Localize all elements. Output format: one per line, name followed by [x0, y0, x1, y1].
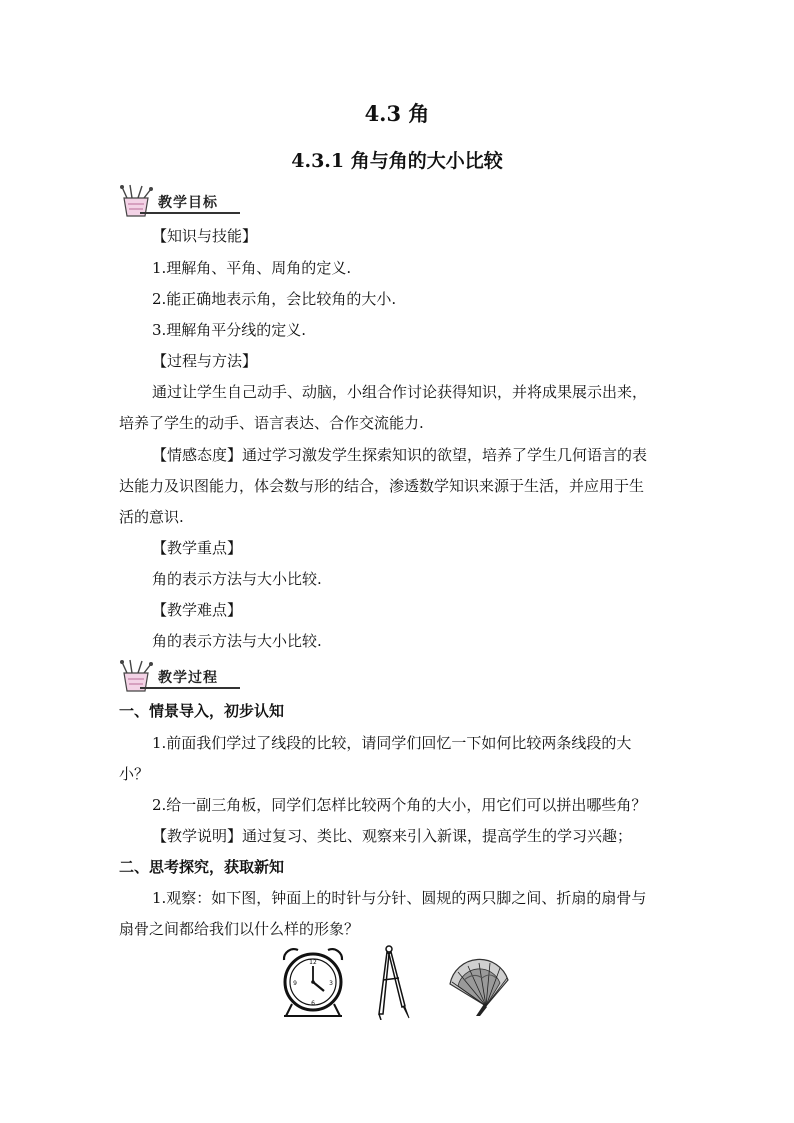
alarm-clock-icon [278, 946, 348, 1020]
attitude-line-2: 达能力及识图能力，体会数与形的结合，渗透数学知识来源于生活，并应用于生 [119, 477, 645, 495]
page-title: 4.3 角 [364, 101, 430, 126]
question-2: 2.给一副三角板，同学们怎样比较两个角的大小，用它们可以拼出哪些角？ [152, 796, 647, 814]
process-heading: 【过程与方法】 [152, 352, 258, 370]
knowledge-heading: 【知识与技能】 [152, 227, 258, 245]
key-heading: 【教学重点】 [152, 539, 243, 557]
svg-text:3: 3 [329, 980, 333, 987]
difficult-heading: 【教学难点】 [152, 601, 243, 619]
folding-fan-icon [446, 958, 512, 1018]
knowledge-item-1: 1.理解角、平角、周角的定义. [152, 259, 352, 277]
observation-line-2: 扇骨之间都给我们以什么样的形象？ [119, 920, 360, 938]
pencil-cup-icon [118, 184, 158, 220]
svg-text:9: 9 [293, 980, 297, 987]
question-1-line-2: 小？ [119, 765, 150, 783]
question-1-line-1: 1.前面我们学过了线段的比较，请同学们回忆一下如何比较两条线段的大 [152, 734, 632, 752]
difficult-text: 角的表示方法与大小比较. [152, 632, 322, 650]
compass-icon [375, 944, 415, 1020]
part-1-heading: 一、情景导入，初步认知 [119, 702, 285, 720]
banner-underline [140, 687, 240, 689]
banner-underline [140, 212, 240, 214]
knowledge-item-3: 3.理解角平分线的定义. [152, 321, 307, 339]
part-2-heading: 二、思考探究，获取新知 [119, 858, 285, 876]
page-subtitle: 4.3.1 角与角的大小比较 [291, 150, 503, 172]
teaching-note: 【教学说明】通过复习、类比、观察来引入新课，提高学生的学习兴趣； [152, 827, 633, 845]
process-banner-label: 教学过程 [158, 670, 218, 686]
svg-text:12: 12 [309, 959, 317, 966]
attitude-line-1: 【情感态度】通过学习激发学生探索知识的欲望，培养了学生几何语言的表 [152, 446, 648, 464]
knowledge-item-2: 2.能正确地表示角，会比较角的大小. [152, 290, 397, 308]
pencil-cup-icon [118, 659, 158, 695]
attitude-line-3: 活的意识. [119, 508, 184, 526]
objectives-banner-label: 教学目标 [158, 195, 218, 211]
process-banner [118, 659, 242, 695]
observation-line-1: 1.观察：如下图，钟面上的时针与分针、圆规的两只脚之间、折扇的扇骨与 [152, 889, 647, 907]
objectives-banner [118, 184, 242, 220]
svg-text:6: 6 [311, 1000, 315, 1007]
key-text: 角的表示方法与大小比较. [152, 570, 322, 588]
process-text-line-2: 培养了学生的动手、语言表达、合作交流能力. [119, 414, 424, 432]
figure-row [0, 944, 794, 1020]
process-text-line-1: 通过让学生自己动手、动脑，小组合作讨论获得知识，并将成果展示出来， [152, 383, 648, 401]
